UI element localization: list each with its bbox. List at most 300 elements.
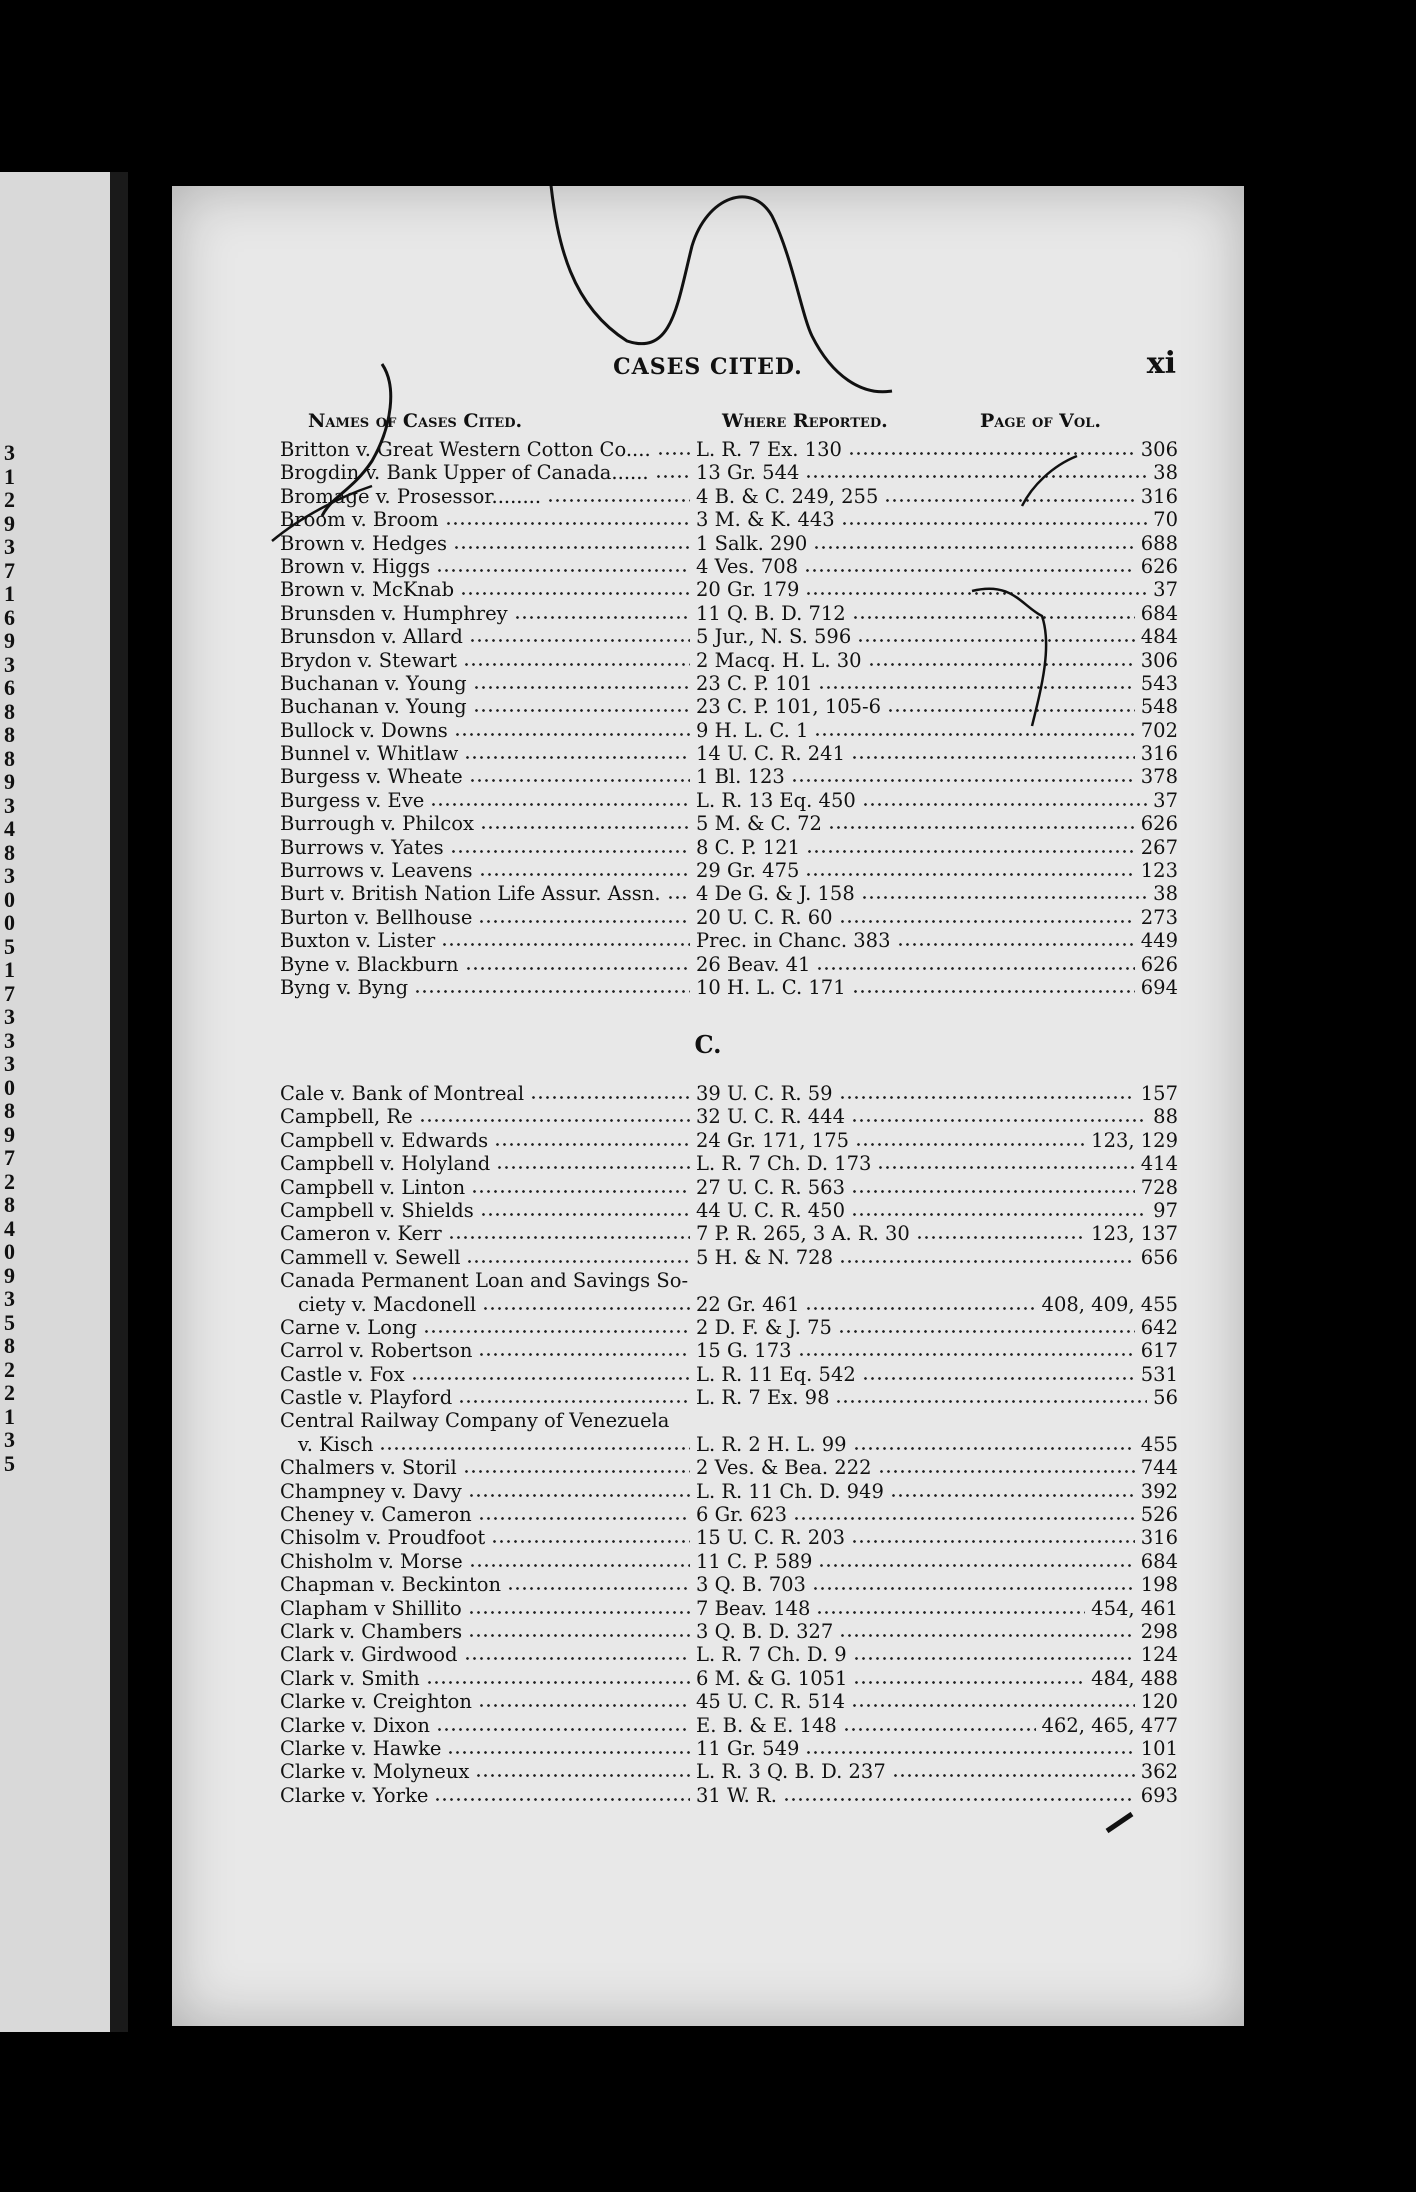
page-reference: 316 xyxy=(1140,1526,1178,1550)
leader-dots xyxy=(478,920,690,923)
case-name: Burt v. British Nation Life Assur. Assn. xyxy=(280,882,661,906)
margin-mark: 2 xyxy=(4,487,15,512)
case-row xyxy=(172,1176,1244,1199)
leader-dots xyxy=(479,873,690,876)
gutter-shadow xyxy=(110,172,128,2032)
case-name: Castle v. Fox xyxy=(280,1362,405,1386)
leader-dots xyxy=(530,1096,690,1099)
leader-dots xyxy=(798,1353,1135,1356)
case-name: Burton v. Bellhouse xyxy=(280,905,473,929)
leader-dots xyxy=(816,1611,1085,1614)
leader-dots xyxy=(805,873,1134,876)
leader-dots xyxy=(851,1213,1147,1216)
leader-dots xyxy=(480,826,690,829)
case-row xyxy=(172,1339,1244,1362)
page-reference: 37 xyxy=(1153,788,1178,812)
case-name: v. Kisch xyxy=(298,1432,374,1456)
running-title: CASES CITED. xyxy=(613,354,803,380)
leader-dots xyxy=(496,1166,690,1169)
page-reference: 70 xyxy=(1153,508,1178,532)
leader-dots xyxy=(468,1611,690,1614)
case-row xyxy=(172,742,1244,765)
case-row xyxy=(172,1129,1244,1152)
report-citation: 26 Beav. 41 xyxy=(696,952,811,976)
case-row xyxy=(172,882,1244,905)
case-row xyxy=(172,1620,1244,1643)
page-reference: 316 xyxy=(1140,484,1178,508)
report-citation: 3 Q. B. D. 327 xyxy=(696,1619,834,1643)
case-name: Chisholm v. Morse xyxy=(280,1549,463,1573)
page-reference: 684 xyxy=(1140,601,1178,625)
case-row xyxy=(172,1760,1244,1783)
section-c-case-list xyxy=(172,1082,1244,1807)
leader-dots xyxy=(851,1540,1135,1543)
case-name: Chapman v. Beckinton xyxy=(280,1573,502,1597)
page-reference: 548 xyxy=(1140,695,1178,719)
margin-mark: 9 xyxy=(4,510,15,536)
leader-dots xyxy=(816,967,1134,970)
leader-dots xyxy=(805,475,1147,478)
leader-dots xyxy=(812,1587,1135,1590)
case-row xyxy=(172,625,1244,648)
case-name: Carne v. Long xyxy=(280,1315,417,1339)
case-name: Canada Permanent Loan and Savings So- xyxy=(280,1269,689,1293)
case-row xyxy=(172,953,1244,976)
margin-mark: 3 xyxy=(4,792,15,818)
column-head-where: Where Reported. xyxy=(722,410,888,432)
page-reference: 38 xyxy=(1153,882,1178,906)
leader-dots xyxy=(507,1587,690,1590)
page-reference: 97 xyxy=(1153,1198,1178,1222)
case-name: Campbell v. Linton xyxy=(280,1175,466,1199)
page-reference: 626 xyxy=(1140,952,1178,976)
report-citation: 24 Gr. 171, 175 xyxy=(696,1128,850,1152)
case-name: Champney v. Davy xyxy=(280,1479,462,1503)
margin-mark: 0 xyxy=(4,910,15,935)
report-citation: 15 G. 173 xyxy=(696,1339,792,1363)
case-name: Clark v. Girdwood xyxy=(280,1643,458,1667)
leader-dots xyxy=(426,1681,690,1684)
page-reference: 744 xyxy=(1140,1456,1178,1480)
report-citation: 2 Ves. & Bea. 222 xyxy=(696,1456,872,1480)
page-reference: 543 xyxy=(1140,671,1178,695)
report-citation: 4 B. & C. 249, 255 xyxy=(696,484,879,508)
case-row xyxy=(172,1409,1244,1432)
margin-mark: 2 xyxy=(4,1168,15,1194)
margin-mark: 4 xyxy=(4,1215,15,1241)
leader-dots xyxy=(454,733,690,736)
leader-dots xyxy=(464,1657,691,1660)
report-citation: 27 U. C. R. 563 xyxy=(696,1175,845,1199)
page-reference: 526 xyxy=(1140,1503,1178,1527)
margin-mark: 0 xyxy=(4,1074,15,1100)
leader-dots xyxy=(411,1377,690,1380)
leader-dots xyxy=(805,1751,1134,1754)
page-reference: 684 xyxy=(1140,1549,1178,1573)
leader-dots xyxy=(853,1681,1085,1684)
column-head-names: Names of Cases Cited. xyxy=(308,410,523,432)
report-citation: 8 C. P. 121 xyxy=(696,835,801,859)
report-citation: 32 U. C. R. 444 xyxy=(696,1105,845,1129)
leader-dots xyxy=(852,616,1135,619)
report-citation: 39 U. C. R. 59 xyxy=(696,1082,833,1105)
report-citation: 9 H. L. C. 1 xyxy=(696,718,809,742)
case-row xyxy=(172,1737,1244,1760)
case-name: Brown v. McKnab xyxy=(280,578,455,602)
margin-mark: 8 xyxy=(4,698,15,724)
margin-mark: 3 xyxy=(4,1286,15,1311)
case-row xyxy=(172,1386,1244,1409)
margin-mark: 5 xyxy=(4,1309,15,1335)
page-reference: 531 xyxy=(1140,1362,1178,1386)
leader-dots xyxy=(547,499,690,502)
page-reference: 626 xyxy=(1140,554,1178,578)
report-citation: 29 Gr. 475 xyxy=(696,859,800,883)
report-citation: L. R. 7 Ex. 98 xyxy=(696,1386,830,1410)
case-name: Clarke v. Hawke xyxy=(280,1736,442,1760)
leader-dots xyxy=(480,1213,690,1216)
case-row xyxy=(172,1643,1244,1666)
leader-dots xyxy=(450,850,690,853)
case-name: Cameron v. Kerr xyxy=(280,1222,442,1246)
report-citation: Prec. in Chanc. 383 xyxy=(696,929,891,953)
case-row xyxy=(172,906,1244,929)
page-reference: 378 xyxy=(1140,765,1178,789)
case-name: Clarke v. Yorke xyxy=(280,1783,429,1807)
page-reference: 462, 465, 477 xyxy=(1041,1713,1178,1737)
case-row xyxy=(172,1316,1244,1339)
report-citation: 11 Q. B. D. 712 xyxy=(696,601,846,625)
margin-mark: 1 xyxy=(4,957,15,982)
leader-dots xyxy=(805,1307,1035,1310)
case-row xyxy=(172,1105,1244,1128)
case-row xyxy=(172,1152,1244,1175)
case-row xyxy=(172,1690,1244,1713)
case-row xyxy=(172,555,1244,578)
leader-dots xyxy=(473,709,690,712)
page-reference: 298 xyxy=(1140,1619,1178,1643)
case-name: Burrows v. Leavens xyxy=(280,859,473,883)
report-citation: 20 Gr. 179 xyxy=(696,578,800,602)
case-name: Campbell v. Shields xyxy=(280,1198,474,1222)
leader-dots xyxy=(469,779,690,782)
case-row xyxy=(172,1199,1244,1222)
leader-dots xyxy=(445,522,690,525)
leader-dots xyxy=(414,990,690,993)
leader-dots xyxy=(851,1119,1147,1122)
case-row xyxy=(172,485,1244,508)
page-reference: 37 xyxy=(1153,578,1178,602)
leader-dots xyxy=(491,1540,690,1543)
leader-dots xyxy=(818,1564,1134,1567)
page-number: xi xyxy=(1146,346,1176,381)
case-row xyxy=(172,578,1244,601)
leader-dots xyxy=(835,1400,1147,1403)
page-reference: 626 xyxy=(1140,812,1178,836)
margin-mark: 9 xyxy=(4,769,15,794)
case-name: Campbell v. Holyland xyxy=(280,1152,491,1176)
leader-dots xyxy=(855,1143,1085,1146)
report-citation: L. R. 7 Ch. D. 9 xyxy=(696,1643,847,1667)
case-row xyxy=(172,532,1244,555)
case-name: Clark v. Smith xyxy=(280,1666,420,1690)
case-name: Brogdin v. Bank Upper of Canada...... xyxy=(280,461,649,485)
case-name: Chalmers v. Storil xyxy=(280,1456,457,1480)
leader-dots xyxy=(458,1400,690,1403)
case-name: Chisolm v. Proudfoot xyxy=(280,1526,486,1550)
margin-mark: 6 xyxy=(4,604,15,630)
leader-dots xyxy=(805,592,1147,595)
margin-mark: 8 xyxy=(4,839,15,865)
leader-dots xyxy=(468,1494,690,1497)
leader-dots xyxy=(791,779,1135,782)
leader-dots xyxy=(877,1166,1134,1169)
margin-mark: 9 xyxy=(4,1121,15,1147)
leader-dots xyxy=(473,686,690,689)
report-citation: L. R. 13 Eq. 450 xyxy=(696,788,856,812)
case-row xyxy=(172,719,1244,742)
case-row xyxy=(172,1293,1244,1316)
margin-mark: 9 xyxy=(4,1262,15,1288)
case-name: Carrol v. Robertson xyxy=(280,1339,473,1363)
page-reference: 484, 488 xyxy=(1091,1666,1178,1690)
leader-dots xyxy=(839,920,1135,923)
report-citation: 4 De G. & J. 158 xyxy=(696,882,855,906)
page-reference: 688 xyxy=(1140,531,1178,555)
report-citation: 22 Gr. 461 xyxy=(696,1292,800,1316)
margin-mark: 3 xyxy=(4,1027,15,1053)
margin-mark: 3 xyxy=(4,863,15,888)
leader-dots xyxy=(897,943,1135,946)
page-reference: 728 xyxy=(1140,1175,1178,1199)
margin-mark: 8 xyxy=(4,1192,15,1217)
leader-dots xyxy=(851,1190,1135,1193)
case-row xyxy=(172,602,1244,625)
case-name: Buchanan v. Young xyxy=(280,695,467,719)
leader-dots xyxy=(436,1728,690,1731)
page-reference: 120 xyxy=(1140,1690,1178,1714)
report-citation: 6 Gr. 623 xyxy=(696,1503,787,1527)
margin-mark: 1 xyxy=(4,463,15,489)
case-name: Bromage v. Prosessor........ xyxy=(280,484,542,508)
page-reference: 267 xyxy=(1140,835,1178,859)
leader-dots xyxy=(460,592,690,595)
leader-dots xyxy=(839,1096,1135,1099)
case-name: Burgess v. Wheate xyxy=(280,765,463,789)
leader-dots xyxy=(828,826,1135,829)
case-row xyxy=(172,649,1244,672)
leader-dots xyxy=(857,639,1135,642)
margin-mark: 7 xyxy=(4,980,15,1006)
case-name: Campbell v. Edwards xyxy=(280,1128,489,1152)
case-name: Cheney v. Cameron xyxy=(280,1503,472,1527)
report-citation: L. R. 11 Eq. 542 xyxy=(696,1362,856,1386)
leader-dots xyxy=(916,1236,1085,1239)
page-reference: 88 xyxy=(1153,1105,1178,1129)
case-row xyxy=(172,976,1244,999)
leader-dots xyxy=(514,616,690,619)
case-name: Buxton v. Lister xyxy=(280,929,436,953)
case-name: Burgess v. Eve xyxy=(280,788,425,812)
page-reference: 101 xyxy=(1140,1736,1178,1760)
page-reference: 656 xyxy=(1140,1245,1178,1269)
margin-mark: 2 xyxy=(4,1380,15,1405)
case-row xyxy=(172,695,1244,718)
page-reference: 694 xyxy=(1140,975,1178,999)
case-row xyxy=(172,1363,1244,1386)
margin-mark: 8 xyxy=(4,1098,15,1123)
report-citation: 4 Ves. 708 xyxy=(696,554,799,578)
page-reference: 617 xyxy=(1140,1339,1178,1363)
margin-mark: 5 xyxy=(4,933,15,959)
page-reference: 316 xyxy=(1140,742,1178,766)
leader-dots xyxy=(430,803,690,806)
section-letter-c: C. xyxy=(694,1030,722,1059)
report-citation: 23 C. P. 101, 105-6 xyxy=(696,695,882,719)
case-name: Burrows v. Yates xyxy=(280,835,444,859)
page-reference: 123, 129 xyxy=(1091,1128,1178,1152)
leader-dots xyxy=(804,569,1135,572)
page-reference: 392 xyxy=(1140,1479,1178,1503)
page-reference: 123, 137 xyxy=(1091,1222,1178,1246)
leader-dots xyxy=(848,452,1135,455)
page-reference: 455 xyxy=(1140,1432,1178,1456)
leader-dots xyxy=(667,896,690,899)
leader-dots xyxy=(419,1119,690,1122)
margin-mark: 0 xyxy=(4,1239,15,1264)
page-reference: 414 xyxy=(1140,1152,1178,1176)
report-citation: 5 H. & N. 728 xyxy=(696,1245,833,1269)
case-name: Clark v. Chambers xyxy=(280,1619,463,1643)
leader-dots xyxy=(478,1704,690,1707)
page-reference: 484 xyxy=(1140,625,1178,649)
case-row xyxy=(172,1433,1244,1456)
leader-dots xyxy=(887,709,1135,712)
leader-dots xyxy=(466,1260,690,1263)
case-name: Broom v. Broom xyxy=(280,508,439,532)
margin-mark: 3 xyxy=(4,651,15,677)
margin-mark: 6 xyxy=(4,675,15,700)
page-reference: 123 xyxy=(1140,859,1178,883)
page-reference: 702 xyxy=(1140,718,1178,742)
page-reference: 642 xyxy=(1140,1315,1178,1339)
column-head-page: Page of Vol. xyxy=(980,410,1101,432)
leader-dots xyxy=(853,1447,1135,1450)
leader-dots xyxy=(851,756,1135,759)
page-reference: 408, 409, 455 xyxy=(1041,1292,1178,1316)
case-row xyxy=(172,1714,1244,1737)
margin-mark: 3 xyxy=(4,1427,15,1452)
report-citation: L. R. 3 Q. B. D. 237 xyxy=(696,1760,886,1784)
report-citation: 31 W. R. xyxy=(696,1783,777,1807)
page-reference: 362 xyxy=(1140,1760,1178,1784)
report-citation: 3 M. & K. 443 xyxy=(696,508,835,532)
page-reference: 56 xyxy=(1153,1386,1178,1410)
margin-mark: 5 xyxy=(4,1450,15,1476)
case-row xyxy=(172,929,1244,952)
report-citation: L. R. 2 H. L. 99 xyxy=(696,1432,847,1456)
leader-dots xyxy=(463,1470,690,1473)
leader-dots xyxy=(657,452,690,455)
margin-mark: 2 xyxy=(4,1356,15,1382)
margin-mark: 7 xyxy=(4,557,15,583)
leader-dots xyxy=(813,546,1135,549)
report-citation: L. R. 7 Ex. 130 xyxy=(696,438,842,461)
case-row xyxy=(172,1246,1244,1269)
report-citation: 14 U. C. R. 241 xyxy=(696,742,845,766)
report-citation: 15 U. C. R. 203 xyxy=(696,1526,845,1550)
case-row xyxy=(172,1269,1244,1292)
leader-dots xyxy=(475,1774,690,1777)
case-name: Castle v. Playford xyxy=(280,1386,453,1410)
case-row xyxy=(172,836,1244,859)
case-row xyxy=(172,1784,1244,1807)
book-page xyxy=(172,186,1244,2026)
margin-mark: 1 xyxy=(4,581,15,606)
leader-dots xyxy=(890,1494,1135,1497)
case-row xyxy=(172,1222,1244,1245)
leader-dots xyxy=(482,1307,690,1310)
leader-dots xyxy=(838,1330,1135,1333)
margin-mark: 0 xyxy=(4,886,15,912)
case-name: Clarke v. Molyneux xyxy=(280,1760,470,1784)
case-name: Byne v. Blackburn xyxy=(280,952,459,976)
leader-dots xyxy=(423,1330,690,1333)
leader-dots xyxy=(839,1634,1134,1637)
margin-mark: 8 xyxy=(4,745,15,771)
report-citation: 2 D. F. & J. 75 xyxy=(696,1315,832,1339)
leader-dots xyxy=(655,475,690,478)
report-citation: 13 Gr. 544 xyxy=(696,461,800,485)
leader-dots xyxy=(793,1517,1135,1520)
report-citation: L. R. 7 Ch. D. 173 xyxy=(696,1152,872,1176)
report-citation: 6 M. & G. 1051 xyxy=(696,1666,848,1690)
case-row xyxy=(172,672,1244,695)
report-citation: 11 Gr. 549 xyxy=(696,1736,800,1760)
case-row xyxy=(172,789,1244,812)
margin-mark: 8 xyxy=(4,722,15,747)
leader-dots xyxy=(478,1517,690,1520)
case-name: Brydon v. Stewart xyxy=(280,648,457,672)
case-name: Campbell, Re xyxy=(280,1105,413,1129)
leader-dots xyxy=(436,569,690,572)
case-name: Brunsdon v. Allard xyxy=(280,625,463,649)
report-citation: 23 C. P. 101 xyxy=(696,671,813,695)
leader-dots xyxy=(851,1704,1135,1707)
leader-dots xyxy=(841,522,1147,525)
margin-mark: 3 xyxy=(4,440,15,465)
leader-dots xyxy=(862,803,1147,806)
section-b-case-list xyxy=(172,438,1244,999)
case-row xyxy=(172,508,1244,531)
leader-dots xyxy=(469,639,690,642)
leader-dots xyxy=(468,1634,690,1637)
leader-dots xyxy=(862,1377,1135,1380)
leader-dots xyxy=(434,1798,690,1801)
leader-dots xyxy=(878,1470,1135,1473)
margin-mark: 7 xyxy=(4,1145,15,1170)
report-citation: 20 U. C. R. 60 xyxy=(696,905,833,929)
margin-mark: 9 xyxy=(4,628,15,653)
page-reference: 198 xyxy=(1140,1573,1178,1597)
case-row xyxy=(172,1573,1244,1596)
leader-dots xyxy=(852,990,1135,993)
case-row xyxy=(172,812,1244,835)
report-citation: E. B. & E. 148 xyxy=(696,1713,837,1737)
leader-dots xyxy=(868,663,1135,666)
leader-dots xyxy=(806,850,1135,853)
case-row xyxy=(172,461,1244,484)
